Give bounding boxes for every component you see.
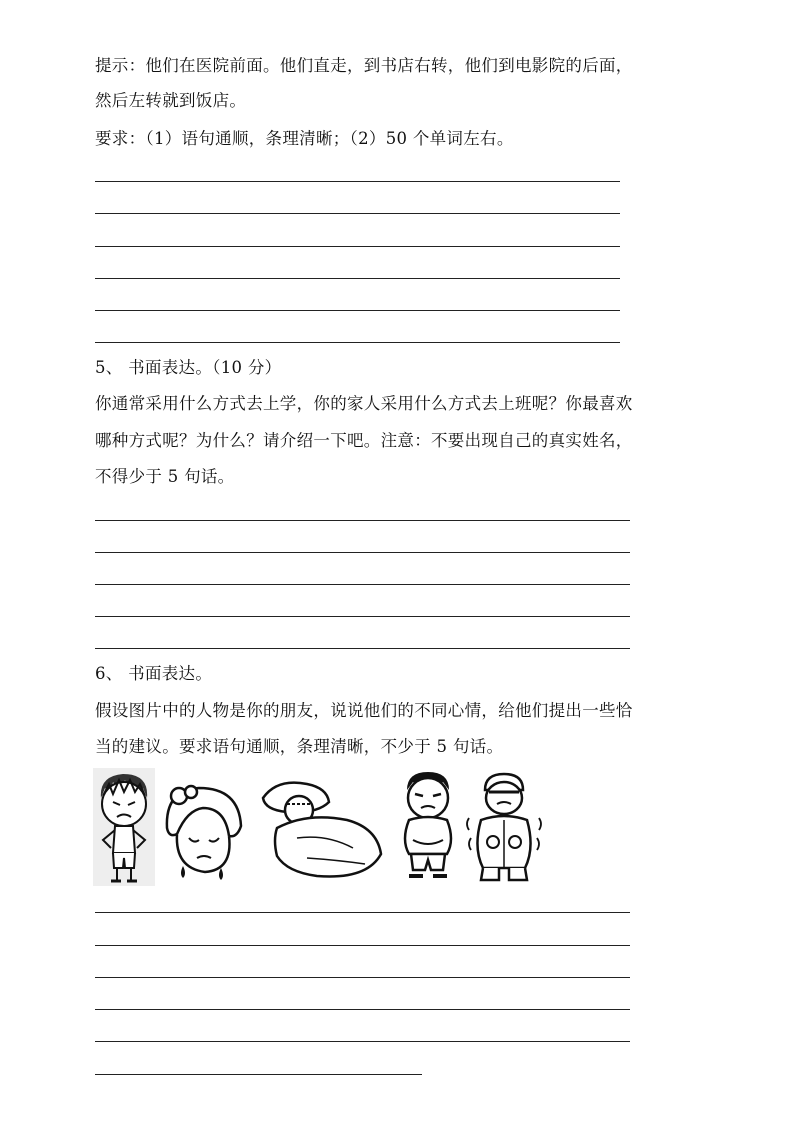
answer-line[interactable] — [95, 278, 620, 279]
cold-shivering-picture — [463, 768, 545, 886]
answer-line[interactable] — [95, 552, 630, 553]
angry-boy-picture — [93, 768, 155, 886]
answer-line[interactable] — [95, 616, 630, 617]
stomachache-boy-picture — [395, 768, 461, 886]
answer-line[interactable] — [95, 977, 630, 978]
section-6-prompt-line-1: 假设图片中的人物是你的朋友，说说他们的不同心情，给他们提出一些恰 — [95, 701, 633, 720]
hint-line-2: 然后左转就到饭店。 — [95, 91, 247, 110]
hint-line-1: 提示：他们在医院前面。他们直走，到书店右转，他们到电影院的后面， — [95, 56, 633, 75]
answer-line[interactable] — [95, 310, 620, 311]
crying-girl-picture — [159, 768, 251, 886]
section-5-prompt-line-1: 你通常采用什么方式去上学，你的家人采用什么方式去上班呢？你最喜欢 — [95, 394, 633, 413]
section-5-heading: 5、 书面表达。（10 分） — [95, 358, 282, 377]
answer-line[interactable] — [95, 342, 620, 343]
answer-line[interactable] — [95, 912, 630, 913]
section-5-prompt-line-3: 不得少于 5 句话。 — [95, 467, 235, 486]
sick-in-bed-picture — [257, 768, 385, 886]
answer-line[interactable] — [95, 584, 630, 585]
answer-line[interactable] — [95, 1074, 422, 1075]
answer-line[interactable] — [95, 181, 620, 182]
section-5-prompt-line-2: 哪种方式呢？为什么？请介绍一下吧。注意：不要出现自己的真实姓名， — [95, 431, 633, 450]
answer-line[interactable] — [95, 246, 620, 247]
answer-line[interactable] — [95, 213, 620, 214]
answer-line[interactable] — [95, 945, 630, 946]
requirement-line: 要求：（1）语句通顺，条理清晰；（2）50 个单词左右。 — [95, 129, 514, 148]
answer-line[interactable] — [95, 520, 630, 521]
answer-line[interactable] — [95, 648, 630, 649]
section-6-prompt-line-2: 当的建议。要求语句通顺，条理清晰，不少于 5 句话。 — [95, 737, 504, 756]
answer-line[interactable] — [95, 1009, 630, 1010]
section-6-heading: 6、 书面表达。 — [95, 664, 213, 683]
emotion-pictures — [93, 768, 553, 886]
answer-line[interactable] — [95, 1041, 630, 1042]
